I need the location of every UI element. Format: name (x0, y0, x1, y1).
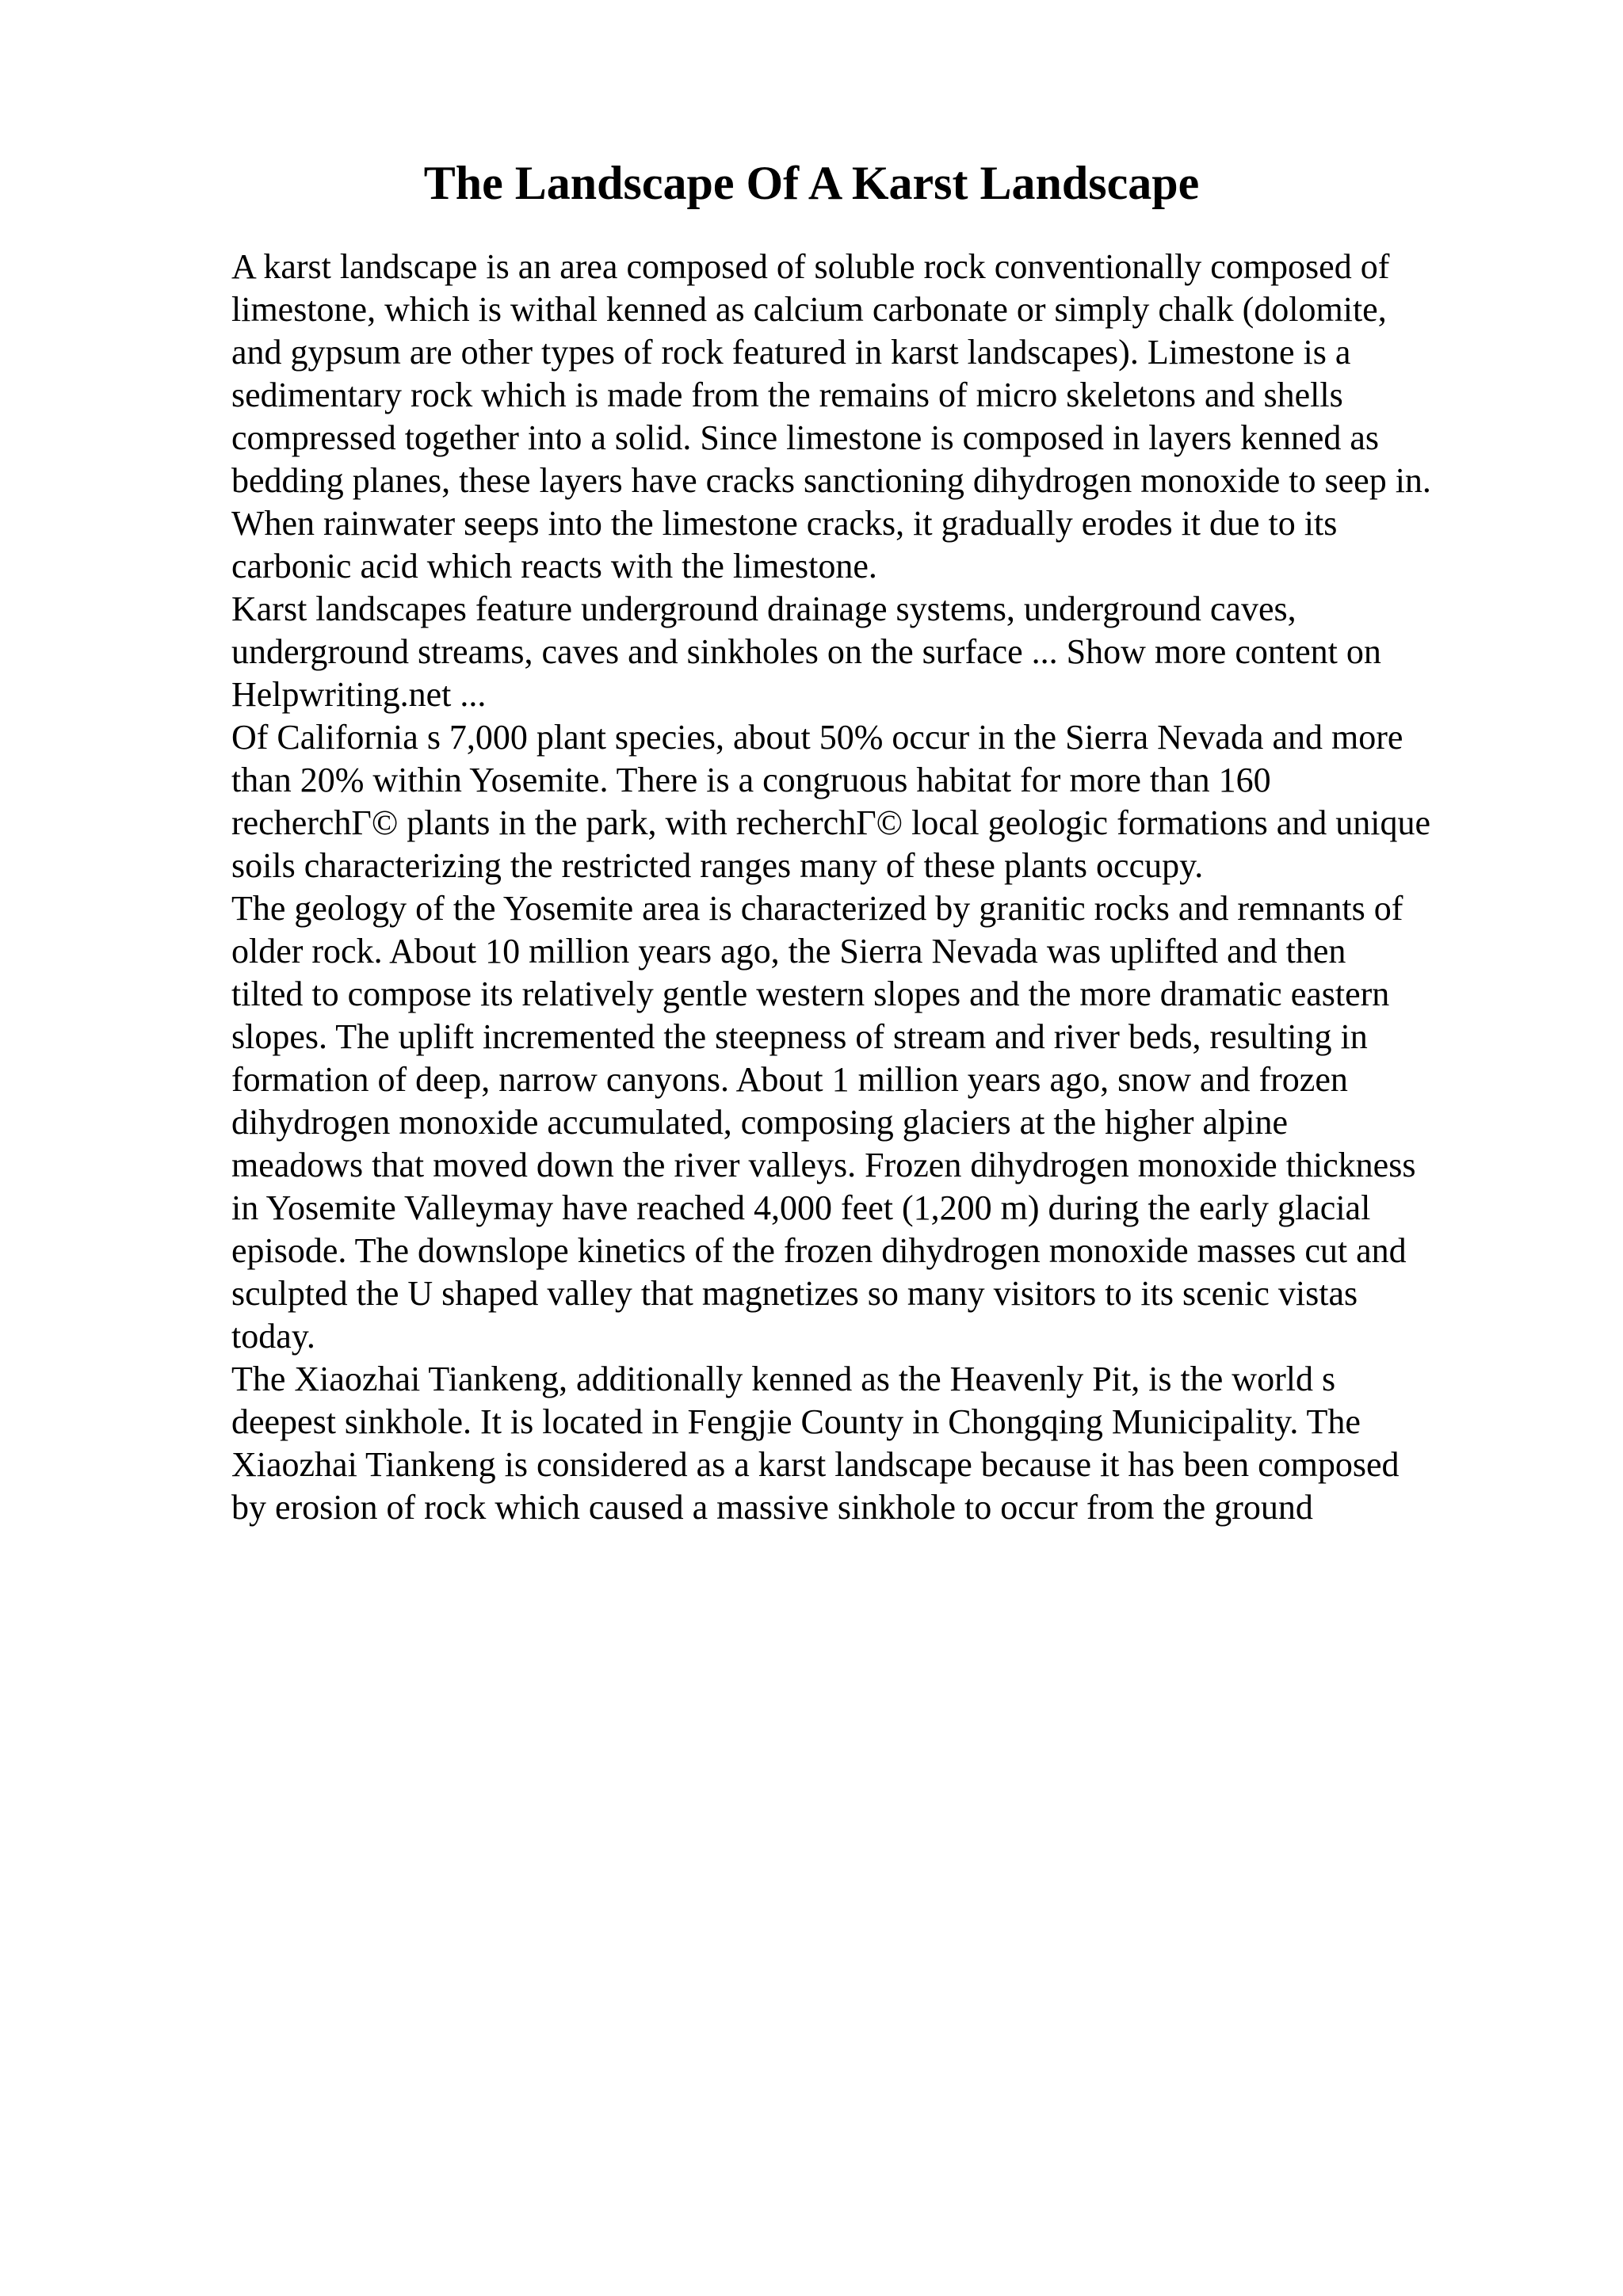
text-line: compressed together into a solid. Since limestone is composed in layers kenned as (231, 418, 1380, 457)
text-line: formation of deep, narrow canyons. About 1 million years ago, snow and frozen (231, 1060, 1348, 1099)
text-line: Karst landscapes feature underground drainage systems, underground caves, (231, 589, 1296, 628)
text-line: episode. The downslope kinetics of the frozen dihydrogen monoxide masses cut and (231, 1231, 1407, 1270)
text-line: recherchГ© plants in the park, with recherchГ© local geologic formations and unique (231, 803, 1430, 842)
text-line: The geology of the Yosemite area is characterized by granitic rocks and remnants of (231, 889, 1403, 928)
text-line: older rock. About 10 million years ago, the Sierra Nevada was uplifted and then (231, 932, 1346, 971)
text-line: The Xiaozhai Tiankeng, additionally kenned as the Heavenly Pit, is the world s (231, 1360, 1336, 1398)
text-line: meadows that moved down the river valleys. Frozen dihydrogen monoxide thickness (231, 1146, 1416, 1184)
text-line: When rainwater seeps into the limestone cracks, it gradually erodes it due to its (231, 504, 1338, 543)
document-body (231, 246, 1531, 1529)
text-line: dihydrogen monoxide accumulated, composing glaciers at the higher alpine (231, 1103, 1289, 1142)
text-line: sculpted the U shaped valley that magnetizes so many visitors to its scenic vistas (231, 1274, 1358, 1313)
text-line: underground streams, caves and sinkholes on the surface ... Show more content on (231, 632, 1381, 671)
text-line: sedimentary rock which is made from the remains of micro skeletons and shells (231, 376, 1343, 414)
text-line: deepest sinkhole. It is located in Fengjie County in Chongqing Municipality. The (231, 1402, 1361, 1441)
text-line: limestone, which is withal kenned as calcium carbonate or simply chalk (dolomite, (231, 290, 1387, 329)
text-line: and gypsum are other types of rock featured in karst landscapes). Limestone is a (231, 333, 1351, 372)
text-line: carbonic acid which reacts with the limestone. (231, 547, 877, 585)
text-line: today. (231, 1317, 315, 1356)
text-line: soils characterizing the restricted ranges many of these plants occupy. (231, 846, 1204, 885)
text-line: slopes. The uplift incremented the steepness of stream and river beds, resulting in (231, 1017, 1368, 1056)
text-line: bedding planes, these layers have cracks sanctioning dihydrogen monoxide to seep in. (231, 461, 1431, 500)
text-line: tilted to compose its relatively gentle western slopes and the more dramatic eastern (231, 974, 1390, 1013)
text-line: Helpwriting.net ... (231, 675, 487, 714)
text-line: A karst landscape is an area composed of soluble rock conventionally composed of (231, 247, 1390, 286)
text-line: Of California s 7,000 plant species, about 50% occur in the Sierra Nevada and more (231, 718, 1403, 757)
text-line: Xiaozhai Tiankeng is considered as a karst landscape because it has been composed (231, 1445, 1400, 1484)
text-line: by erosion of rock which caused a massive sinkhole to occur from the ground (231, 1488, 1313, 1527)
document-title: The Landscape Of A Karst Landscape (423, 157, 1200, 209)
text-line: in Yosemite Valleymay have reached 4,000 feet (1,200 m) during the early glacial (231, 1188, 1371, 1227)
text-line: than 20% within Yosemite. There is a congruous habitat for more than 160 (231, 761, 1271, 799)
